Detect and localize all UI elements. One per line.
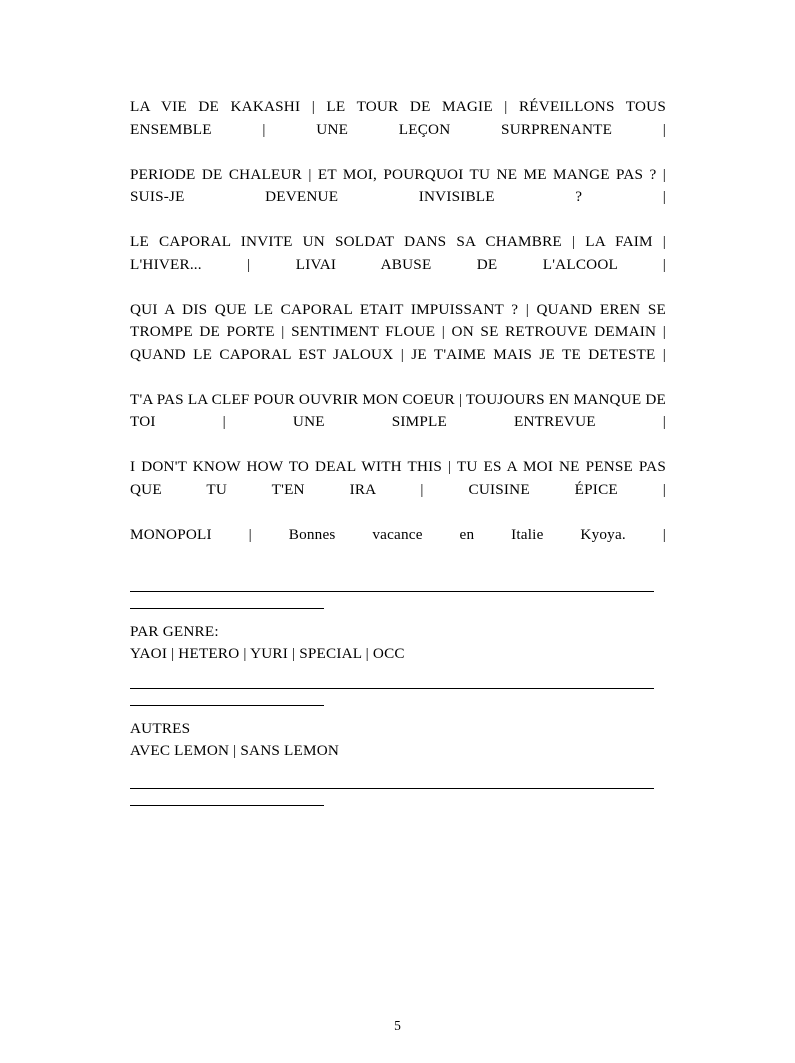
spacer bbox=[130, 789, 666, 805]
spacer bbox=[130, 706, 666, 718]
spacer bbox=[130, 609, 666, 621]
paragraph-3: LE CAPORAL INVITE UN SOLDAT DANS SA CHAMBRE | LA FAIM | L'HIVER... | LIVAI ABUSE DE L'ALCOOL | bbox=[130, 233, 666, 273]
page-number: 5 bbox=[394, 1018, 401, 1033]
section-heading-par-genre: PAR GENRE: bbox=[130, 622, 219, 640]
spacer bbox=[130, 689, 666, 705]
spacer bbox=[130, 569, 666, 591]
paragraph-6: I DON'T KNOW HOW TO DEAL WITH THIS | TU ES A MOI NE PENSE PAS QUE TU T'EN IRA | CUISINE ÉPICE | bbox=[130, 458, 666, 498]
section-items-par-genre: YAOI | HETERO | YURI | SPECIAL | OCC bbox=[130, 645, 405, 662]
divider-short-3 bbox=[130, 805, 324, 806]
paragraph-4: QUI A DIS QUE LE CAPORAL ETAIT IMPUISSANT ? | QUAND EREN SE TROMPE DE PORTE | SENTIMENT FLOUE | ON SE RETROUVE DEMAIN | QUAND LE CAPORAL EST JALOUX | JE T'AIME MAIS JE TE DETESTE | bbox=[130, 300, 666, 363]
spacer bbox=[130, 666, 666, 688]
document-body bbox=[130, 96, 666, 806]
section-items-autres: AVEC LEMON | SANS LEMON bbox=[130, 742, 340, 759]
paragraph-5: T'A PAS LA CLEF POUR OUVRIR MON COEUR | TOUJOURS EN MANQUE DE TOI | UNE SIMPLE ENTREVUE | bbox=[130, 390, 666, 430]
spacer bbox=[130, 592, 666, 608]
paragraph-1: LA VIE DE KAKASHI | LE TOUR DE MAGIE | RÉVEILLONS TOUS ENSEMBLE | UNE LEÇON SURPRENANTE | bbox=[130, 98, 666, 138]
paragraph-7: MONOPOLI | Bonnes vacance en Italie Kyoya. | bbox=[130, 525, 666, 543]
section-heading-autres: AUTRES bbox=[130, 719, 191, 737]
paragraph-2: PERIODE DE CHALEUR | ET MOI, POURQUOI TU NE ME MANGE PAS ? | SUIS-JE DEVENUE INVISIBLE ? | bbox=[130, 165, 666, 205]
spacer bbox=[130, 763, 666, 788]
